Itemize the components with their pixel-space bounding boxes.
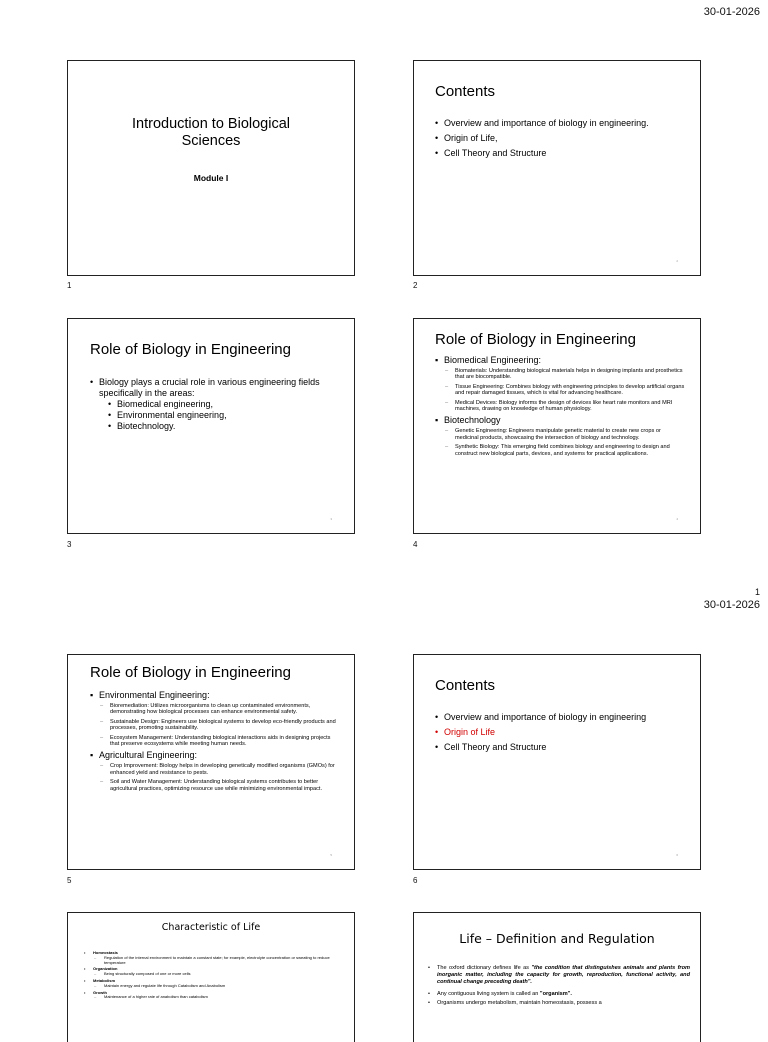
contents-list	[435, 712, 695, 753]
list-item-highlighted: • Origin of Life	[435, 727, 695, 738]
list-item: – Crop Improvement: Biology helps in developing genetically modified organisms (GMOs) for enhanced yield and resistance to pests.	[100, 763, 340, 776]
list-item: • Cell Theory and Structure	[435, 148, 695, 159]
list-item: • Origin of Life,	[435, 133, 695, 144]
slide-body	[428, 965, 690, 1007]
slide-body	[84, 951, 334, 1000]
section-heading: ▪ Biotechnology	[435, 415, 685, 426]
definition-quote: "the condition that distinguishes animals and plants from inorganic matter, including the capacity for growth, reproduction, functional activity, and continual change preceding death".	[437, 965, 691, 986]
slide-title: Role of Biology in Engineering	[435, 331, 636, 348]
intro-text: • Biology plays a crucial role in various engineering fields specifically in the areas:	[90, 377, 330, 399]
slide-corner-number: 5	[330, 853, 332, 857]
slide-corner-number: 2	[676, 259, 678, 263]
list-item: – Synthetic Biology: This emerging field combines biology and engineering to design and construct new biological parts, devices, and systems for practical applications.	[445, 444, 685, 457]
list-item: • Biomedical engineering,	[108, 399, 330, 410]
list-item: • Biotechnology.	[108, 421, 330, 432]
list-item: – Tissue Engineering: Combines biology with engineering principles to develop artificial organs and repair damaged tissues, which is vital for advancing healthcare.	[445, 384, 685, 397]
slide-corner-number: 6	[676, 853, 678, 857]
slide-1	[67, 60, 355, 276]
metabolism-paragraph: • Organisms undergo metabolism, maintain homeostasis, possess a	[428, 1000, 690, 1007]
page-date-mid: 30-01-2026	[703, 599, 760, 611]
definition-paragraph	[428, 965, 690, 987]
slide-4	[413, 318, 701, 534]
slide-number: 3	[67, 540, 72, 549]
slide-7	[67, 912, 355, 1042]
slide-corner-number: 3	[330, 517, 332, 521]
list-item: • Overview and importance of biology in engineering.	[435, 118, 695, 129]
slide-2	[413, 60, 701, 276]
slide-title: Role of Biology in Engineering	[90, 664, 291, 681]
list-item: • Overview and importance of biology in engineering	[435, 712, 695, 723]
list-item: – Biomaterials: Understanding biological materials helps in designing implants and prosthetics that are biocompatible.	[445, 368, 685, 381]
organism-paragraph	[428, 991, 690, 998]
page-date-top: 30-01-2026	[703, 6, 760, 18]
slide-body	[435, 355, 685, 457]
slide-title: Contents	[435, 83, 496, 100]
list-detail: – Regulation of the internal environment to maintain a constant state; for example, electrolyte concentration or sweating to reduce temperature	[94, 956, 334, 966]
list-heading: • Metabolism	[84, 979, 334, 984]
slide-title: Contents	[435, 677, 496, 694]
organism-lead: Any contiguous living system is called an	[437, 990, 540, 997]
list-item: – Sustainable Design: Engineers use biological systems to develop eco-friendly products and processes, promoting sustainability.	[100, 719, 340, 732]
slide-6	[413, 654, 701, 870]
slide-title: Role of Biology in Engineering	[90, 341, 291, 358]
slide-number: 1	[67, 281, 72, 290]
section-heading: ▪ Biomedical Engineering:	[435, 355, 685, 366]
contents-list	[435, 118, 695, 159]
slide-body	[90, 377, 330, 432]
section-heading: ▪ Environmental Engineering:	[90, 690, 340, 701]
list-item: • Environmental engineering,	[108, 410, 330, 421]
definition-lead: The oxford dictionary defines life as	[437, 965, 532, 971]
slide-number: 2	[413, 281, 418, 290]
slide-number: 4	[413, 540, 418, 549]
list-heading: • Homeostasis	[84, 951, 334, 956]
slide-body	[90, 690, 340, 792]
slide-number: 5	[67, 876, 72, 885]
slide-8	[413, 912, 701, 1042]
list-detail: – Maintenance of a higher rate of anabolism than catabolism	[94, 995, 334, 1000]
list-item: – Ecosystem Management: Understanding biological interactions aids in designing projects that preserve ecosystems while meeting human needs.	[100, 735, 340, 748]
list-heading: • Growth	[84, 991, 334, 996]
slide-title: Characteristic of Life	[161, 922, 261, 933]
page-number: 1	[754, 587, 760, 597]
slide-title: Introduction to Biological Sciences	[132, 116, 290, 149]
slide-number: 6	[413, 876, 418, 885]
list-item: • Cell Theory and Structure	[435, 742, 695, 753]
list-item: – Bioremediation: Utilizes microorganisms to clean up contaminated environments, demonstrating how biological processes can enhance environmental safety.	[100, 703, 340, 716]
list-detail: – Maintain energy and regulate life through Catabolism and Anabolism	[94, 984, 334, 989]
slide-corner-number: 4	[676, 517, 678, 521]
list-item: – Genetic Engineering: Engineers manipulate genetic material to create new crops or medicinal products, showcasing the intersection of biology and technology.	[445, 428, 685, 441]
slide-3	[67, 318, 355, 534]
list-item: – Soil and Water Management: Understanding biological systems contributes to better agricultural practices, optimizing resource use while minimizing environmental impact.	[100, 779, 340, 792]
list-detail: – Being structurally composed of one or more cells	[94, 972, 334, 977]
organism-term: "organism".	[539, 990, 572, 997]
slide-5	[67, 654, 355, 870]
slide-subtitle: Module I	[193, 173, 229, 183]
list-item: – Medical Devices: Biology informs the design of devices like heart rate monitors and MRI machines, drawing on knowledge of human physiology.	[445, 400, 685, 413]
section-heading: ▪ Agricultural Engineering:	[90, 750, 340, 761]
slide-title: Life – Definition and Regulation	[459, 931, 655, 946]
list-heading: • Organization	[84, 967, 334, 972]
